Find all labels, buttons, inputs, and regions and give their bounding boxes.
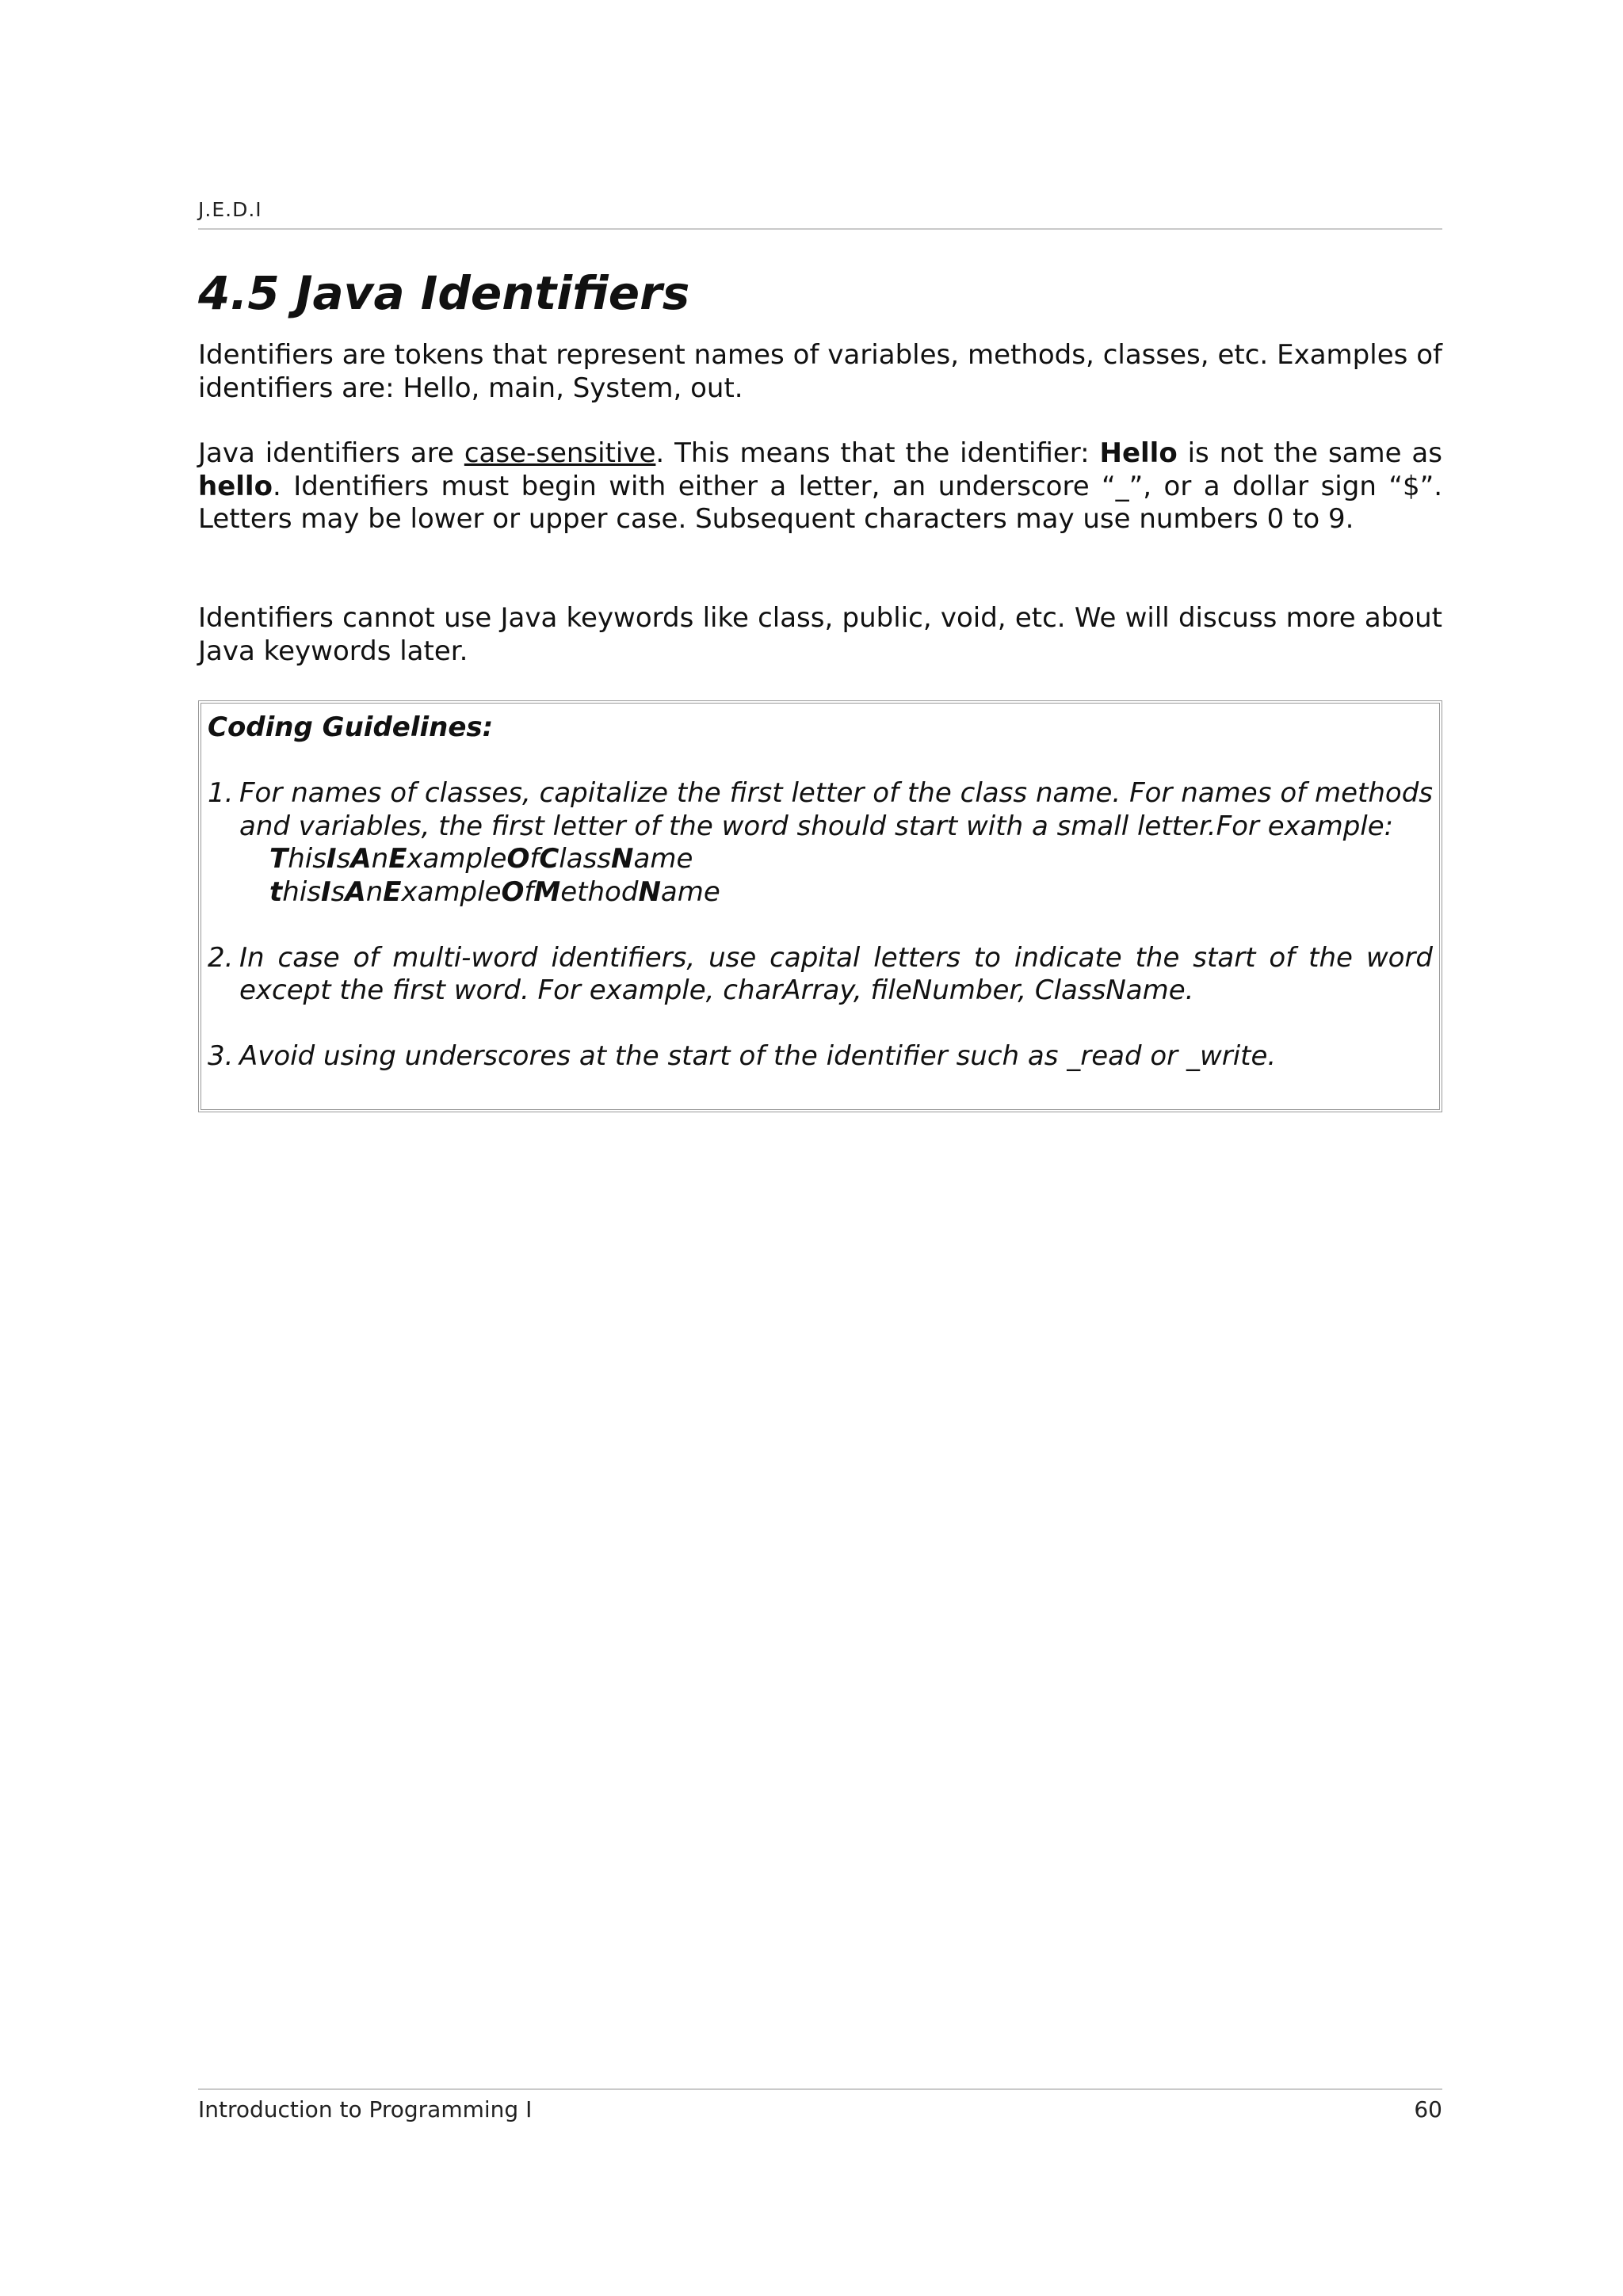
method-name-example: thisIsAnExampleOfMethodName [269, 875, 720, 908]
guideline-text: Avoid using underscores at the start of the identifier such as _read or _write. [239, 1040, 1277, 1072]
guideline-item-3 [208, 1040, 1433, 1074]
p2-text-1: Java identifiers are [198, 437, 464, 469]
guideline-text: In case of multi-word identifiers, use capital letters to indicate the start of the word except the first word. For example, charArray, fileNumber, ClassName. [239, 941, 1433, 1006]
guideline-number: 1. [208, 777, 234, 809]
page-footer [198, 2088, 1442, 2122]
hello-bold: Hello [1099, 437, 1178, 469]
guideline-item-2 [208, 942, 1433, 1008]
class-name-example: ThisIsAnExampleOfClassName [269, 843, 693, 875]
document-page [198, 0, 1442, 2296]
coding-guidelines-box [198, 700, 1442, 1112]
paragraph-identifiers-definition: Identifiers are tokens that represent names of variables, methods, classes, etc. Examples of identifiers are: Hello, main, System, out. [198, 339, 1442, 404]
p2-text-2: . This means that the identifier: [655, 437, 1100, 469]
section-title: 4.5 Java Identifiers [198, 266, 690, 320]
paragraph-keywords: Identifiers cannot use Java keywords like class, public, void, etc. We will discuss more about Java keywords later. [198, 602, 1442, 667]
guideline-item-1 [208, 777, 1433, 843]
p2-text-4: . Identifiers must begin with either a letter, an underscore “_”, or a dollar sign “$”. Letters may be lower or upper case. Subsequent characters may use numbers 0 to 9. [198, 470, 1442, 535]
footer-page-number: 60 [1414, 2096, 1442, 2122]
guideline-number: 3. [208, 1040, 234, 1072]
footer-book-title: Introduction to Programming I [198, 2096, 533, 2122]
guideline-number: 2. [208, 941, 234, 974]
page-header [198, 198, 1442, 230]
header-text: J.E.D.I [198, 198, 262, 221]
guidelines-title: Coding Guidelines: [208, 711, 494, 743]
case-sensitive-term: case-sensitive [464, 437, 656, 469]
p2-text-3: is not the same as [1177, 437, 1442, 469]
hello-lower-bold: hello [198, 470, 273, 502]
guideline-text: For names of classes, capitalize the first letter of the class name. For names of methods and variables, the first letter of the word should start with a small letter.For example: [239, 777, 1433, 842]
paragraph-case-sensitive [198, 437, 1442, 536]
